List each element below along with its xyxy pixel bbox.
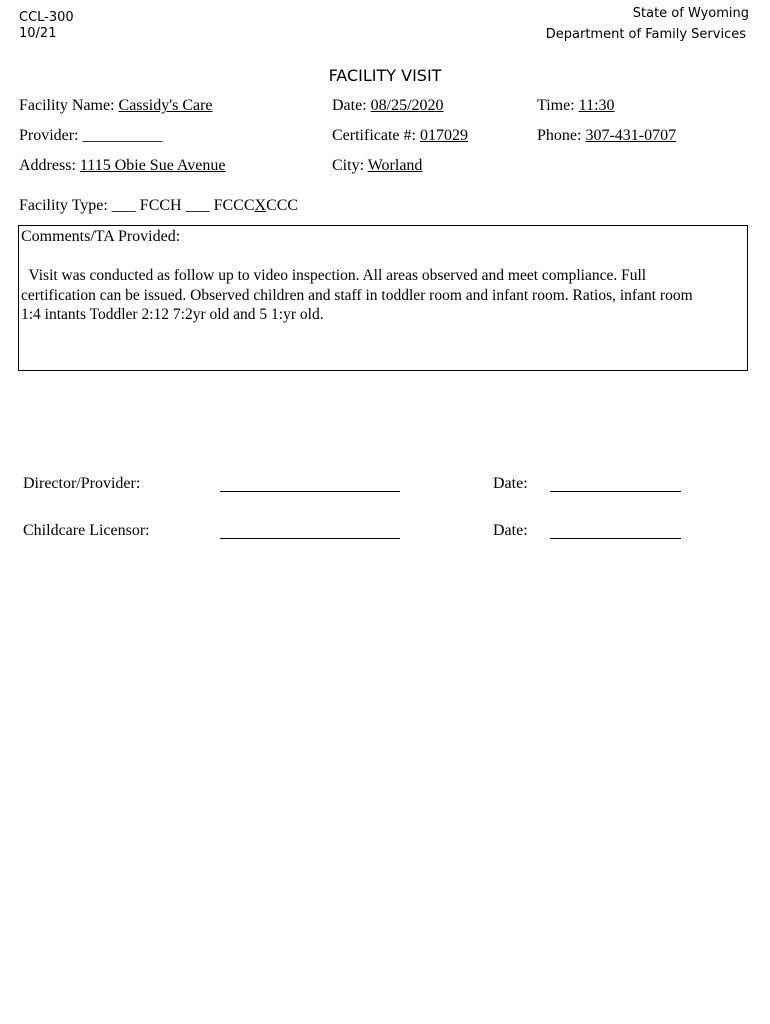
- department-name: Department of Family Services: [545, 27, 746, 42]
- phone-row: [537, 126, 676, 146]
- certificate-row: [332, 126, 468, 146]
- time-label: Time:: [537, 97, 575, 114]
- phone-label: Phone:: [537, 127, 582, 144]
- state-name: State of Wyoming: [632, 6, 749, 21]
- time-row: [537, 96, 615, 116]
- certificate-value: 017029: [419, 127, 468, 144]
- provider-row: [19, 126, 163, 146]
- city-value: Worland: [367, 157, 423, 174]
- facility-name-label: Facility Name:: [19, 97, 115, 114]
- facility-name-value: Cassidy's Care: [118, 97, 213, 114]
- licensor-date-label: Date:: [493, 522, 528, 539]
- fcch-option: FCCH: [139, 197, 182, 214]
- date-label: Date:: [332, 97, 367, 114]
- time-value: 11:30: [578, 97, 615, 114]
- comments-label: Comments/TA Provided:: [21, 228, 181, 245]
- city-label: City:: [332, 157, 365, 174]
- provider-value: __________: [82, 127, 163, 144]
- fcch-checkbox-blank: ___: [111, 197, 136, 214]
- licensor-signature-line[interactable]: [220, 538, 400, 539]
- comments-line-1: Visit was conducted as follow up to video inspection. All areas observed and meet compliance. Full: [21, 267, 647, 284]
- city-row: [332, 156, 422, 176]
- director-date-line[interactable]: [550, 491, 681, 492]
- facility-type-row: [19, 196, 298, 216]
- certificate-label: Certificate #:: [332, 127, 416, 144]
- facility-name-row: [19, 96, 213, 116]
- director-date-label: Date:: [493, 475, 528, 492]
- director-provider-label: Director/Provider:: [23, 475, 141, 492]
- ccc-option: CCC: [266, 197, 299, 214]
- date-value: 08/25/2020: [370, 97, 444, 114]
- page-title: FACILITY VISIT: [328, 66, 442, 85]
- address-label: Address:: [19, 157, 76, 174]
- comments-line-3: 1:4 intants Toddler 2:12 7:2yr old and 5 1:yr old.: [21, 306, 324, 323]
- comments-line-2: certification can be issued. Observed children and staff in toddler room and infant room. Ratios, infant room: [21, 287, 693, 304]
- ccc-checkbox-mark: X: [254, 197, 267, 214]
- fccc-checkbox-blank: ___: [185, 197, 210, 214]
- licensor-date-line[interactable]: [550, 538, 681, 539]
- form-code: CCL-300: [19, 10, 74, 25]
- address-row: [19, 156, 226, 176]
- fccc-option: FCCC: [213, 197, 255, 214]
- provider-label: Provider:: [19, 127, 79, 144]
- date-row: [332, 96, 444, 116]
- director-signature-line[interactable]: [220, 491, 400, 492]
- facility-type-label: Facility Type:: [19, 197, 108, 214]
- phone-value: 307-431-0707: [585, 127, 677, 144]
- childcare-licensor-label: Childcare Licensor:: [23, 522, 150, 539]
- address-value: 1115 Obie Sue Avenue: [79, 157, 226, 174]
- form-revision-date: 10/21: [19, 26, 57, 41]
